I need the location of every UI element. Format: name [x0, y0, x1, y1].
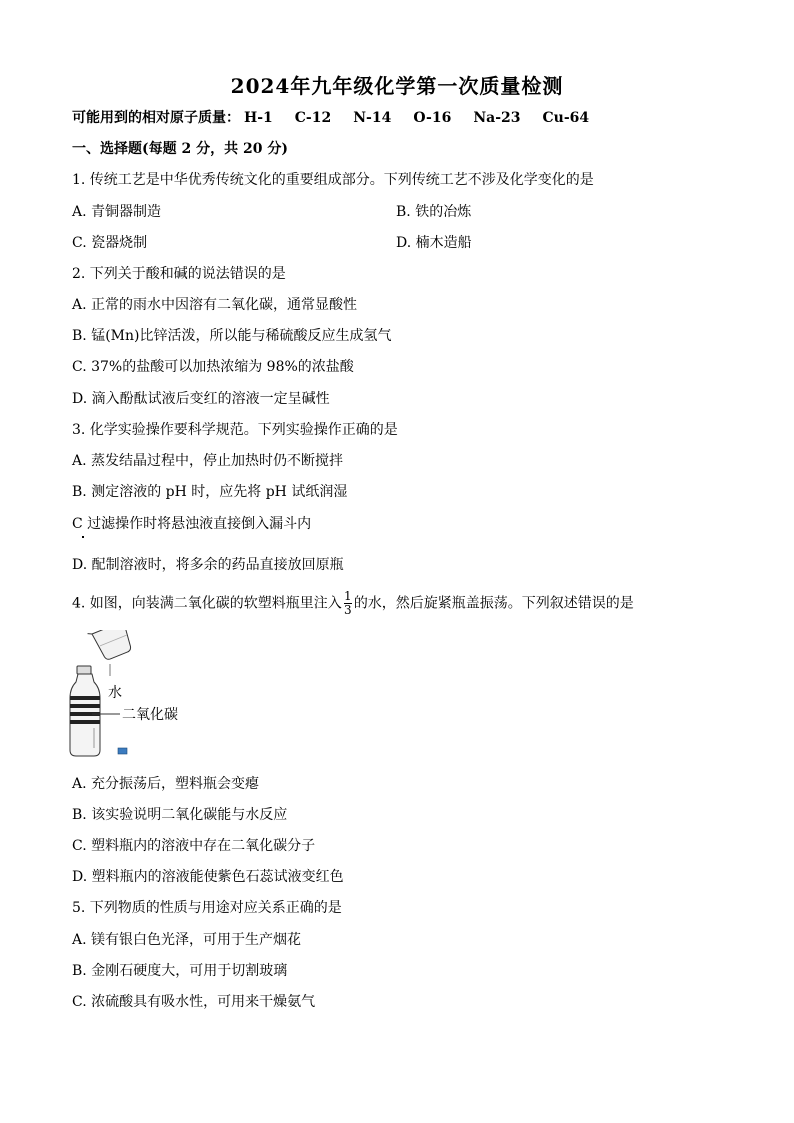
- q4-stem-after: 的水，然后旋紧瓶盖振荡。下列叙述错误的是: [353, 595, 634, 612]
- label-co2: 二氧化碳: [122, 707, 178, 723]
- q1-option-b[interactable]: B. 铁的冶炼: [396, 204, 472, 220]
- fraction-one-third: [344, 590, 352, 617]
- mass-c: C-12: [294, 110, 332, 126]
- stray-dot: [82, 536, 84, 538]
- q3-option-b[interactable]: B. 测定溶液的 pH 时，应先将 pH 试纸润湿: [72, 484, 348, 500]
- atomic-masses: [72, 108, 611, 128]
- fraction-numerator: 1: [343, 589, 352, 603]
- co2-bottle-figure: [64, 630, 194, 760]
- fraction-denominator: 3: [343, 603, 352, 617]
- q3-stem: 3. 化学实验操作要科学规范。下列实验操作正确的是: [72, 422, 398, 438]
- bottle-ridge: [70, 704, 100, 708]
- q4-stem-before: 4. 如图，向装满二氧化碳的软塑料瓶里注入: [72, 595, 342, 612]
- mass-na: Na-23: [473, 110, 521, 126]
- mass-n: N-14: [353, 110, 392, 126]
- small-marker: [118, 748, 127, 754]
- q4-option-d[interactable]: D. 塑料瓶内的溶液能使紫色石蕊试液变红色: [72, 869, 344, 885]
- page-title: 2024年九年级化学第一次质量检测: [230, 74, 564, 98]
- mass-h: H-1: [244, 110, 273, 126]
- q2-option-b[interactable]: B. 锰(Mn)比锌活泼，所以能与稀硫酸反应生成氢气: [72, 328, 392, 344]
- q5-option-a[interactable]: A. 镁有银白色光泽，可用于生产烟花: [72, 932, 302, 948]
- q3-option-d[interactable]: D. 配制溶液时，将多余的药品直接放回原瓶: [72, 557, 344, 573]
- q2-option-a[interactable]: A. 正常的雨水中因溶有二氧化碳，通常显酸性: [72, 297, 358, 313]
- label-water: 水: [108, 685, 122, 701]
- q4-option-b[interactable]: B. 该实验说明二氧化碳能与水反应: [72, 807, 288, 823]
- q1-option-c[interactable]: C. 瓷器烧制: [72, 235, 148, 251]
- q5-option-c[interactable]: C. 浓硫酸具有吸水性，可用来干燥氨气: [72, 994, 316, 1010]
- beaker-icon: [88, 630, 135, 663]
- q2-option-d[interactable]: D. 滴入酚酞试液后变红的溶液一定呈碱性: [72, 391, 330, 407]
- q1-stem: 1. 传统工艺是中华优秀传统文化的重要组成部分。下列传统工艺不涉及化学变化的是: [72, 172, 594, 188]
- q3-option-c[interactable]: C 过滤操作时将悬浊液直接倒入漏斗内: [72, 516, 312, 532]
- bottle-cap: [77, 666, 91, 674]
- bottle-ridge: [70, 696, 100, 700]
- q2-option-c[interactable]: C. 37%的盐酸可以加热浓缩为 98%的浓盐酸: [72, 359, 354, 375]
- bottle-ridge: [70, 720, 100, 724]
- q5-stem: 5. 下列物质的性质与用途对应关系正确的是: [72, 900, 342, 916]
- q4-option-c[interactable]: C. 塑料瓶内的溶液中存在二氧化碳分子: [72, 838, 316, 854]
- atomic-masses-label: 可能用到的相对原子质量：: [72, 110, 240, 126]
- q3-option-a[interactable]: A. 蒸发结晶过程中，停止加热时仍不断搅拌: [72, 453, 344, 469]
- q1-option-d[interactable]: D. 楠木造船: [396, 235, 472, 251]
- section-heading: 一、选择题(每题 2 分，共 20 分): [72, 141, 288, 157]
- q4-stem: [72, 590, 634, 617]
- q2-stem: 2. 下列关于酸和碱的说法错误的是: [72, 266, 286, 282]
- q4-option-a[interactable]: A. 充分振荡后，塑料瓶会变瘪: [72, 776, 260, 792]
- mass-o: O-16: [413, 110, 452, 126]
- q5-option-b[interactable]: B. 金刚石硬度大，可用于切割玻璃: [72, 963, 288, 979]
- q1-option-a[interactable]: A. 青铜器制造: [72, 204, 162, 220]
- mass-cu: Cu-64: [542, 110, 590, 126]
- bottle-beaker-drawing: [64, 630, 194, 760]
